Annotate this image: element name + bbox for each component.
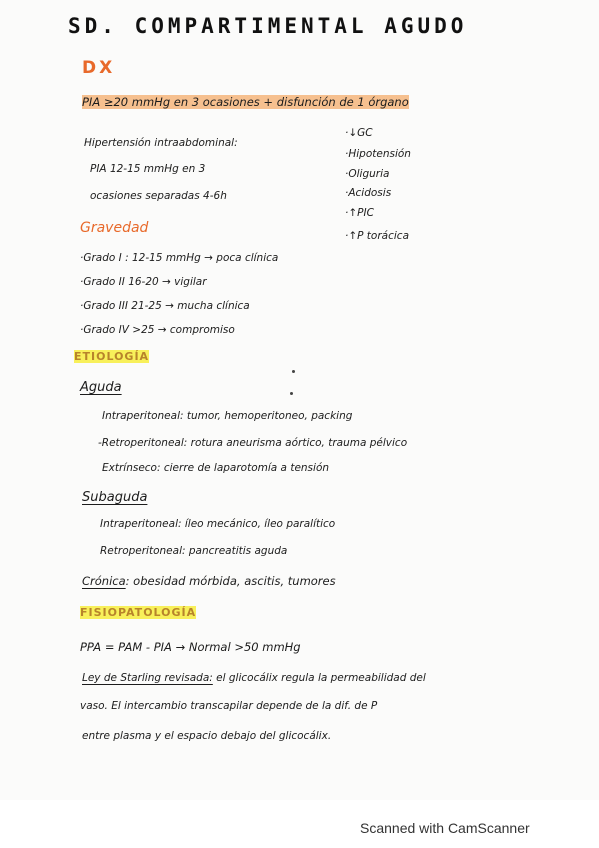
subaguda-heading: Subaguda (82, 490, 148, 505)
hipertension-line: ocasiones separadas 4-6h (90, 190, 227, 202)
cronica-text: : obesidad mórbida, ascitis, tumores (125, 574, 336, 588)
starling-line (82, 672, 426, 684)
sign-item: ·↑P torácica (345, 230, 410, 242)
sign-item: ·↑PIC (345, 207, 374, 219)
cronica-line (82, 574, 336, 588)
cronica-heading: Crónica (82, 574, 126, 588)
grade-item: ·Grado I : 12-15 mmHg → poca clínica (80, 252, 279, 264)
ppa-formula: PPA = PAM - PIA → Normal >50 mmHg (80, 640, 301, 654)
page-title: SD. COMPARTIMENTAL AGUDO (68, 14, 468, 38)
grade-item: ·Grado III 21-25 → mucha clínica (80, 300, 250, 312)
sign-item: ·Acidosis (345, 187, 392, 199)
subaguda-item: Intraperitoneal: íleo mecánico, íleo paralítico (100, 518, 336, 530)
aguda-item: Intraperitoneal: tumor, hemoperitoneo, packing (102, 410, 353, 422)
sign-item: ·↓GC (345, 127, 373, 139)
starling-line: vaso. El intercambio transcapilar depende de la dif. de P (80, 700, 378, 712)
diagnostic-criterion: PIA ≥20 mmHg en 3 ocasiones + disfunción de 1 órgano (82, 95, 409, 109)
sign-item: ·Oliguria (345, 168, 390, 180)
hipertension-line: PIA 12-15 mmHg en 3 (90, 163, 206, 175)
fisiopatologia-heading: FISIOPATOLOGÍA (80, 606, 197, 619)
subaguda-item: Retroperitoneal: pancreatitis aguda (100, 545, 288, 557)
aguda-item: -Retroperitoneal: rotura aneurisma aórtico, trauma pélvico (98, 437, 408, 449)
starling-line: entre plasma y el espacio debajo del glicocálix. (82, 730, 332, 742)
scanner-watermark: Scanned with CamScanner (360, 820, 530, 836)
grade-item: ·Grado IV >25 → compromiso (80, 324, 235, 336)
starling-heading: Ley de Starling revisada: (82, 672, 213, 684)
starling-text: el glicocálix regula la permeabilidad del (216, 672, 426, 684)
gravedad-heading: Gravedad (80, 220, 149, 236)
sign-item: ·Hipotensión (345, 148, 411, 160)
etiologia-heading: ETIOLOGÍA (74, 350, 150, 363)
ink-dot (292, 370, 295, 373)
hipertension-title: Hipertensión intraabdominal: (84, 137, 238, 149)
ink-dot (290, 392, 293, 395)
aguda-heading: Aguda (80, 380, 122, 395)
aguda-item: Extrínseco: cierre de laparotomía a tensión (102, 462, 330, 474)
dx-heading: DX (82, 58, 116, 78)
grade-item: ·Grado II 16-20 → vigilar (80, 276, 207, 288)
